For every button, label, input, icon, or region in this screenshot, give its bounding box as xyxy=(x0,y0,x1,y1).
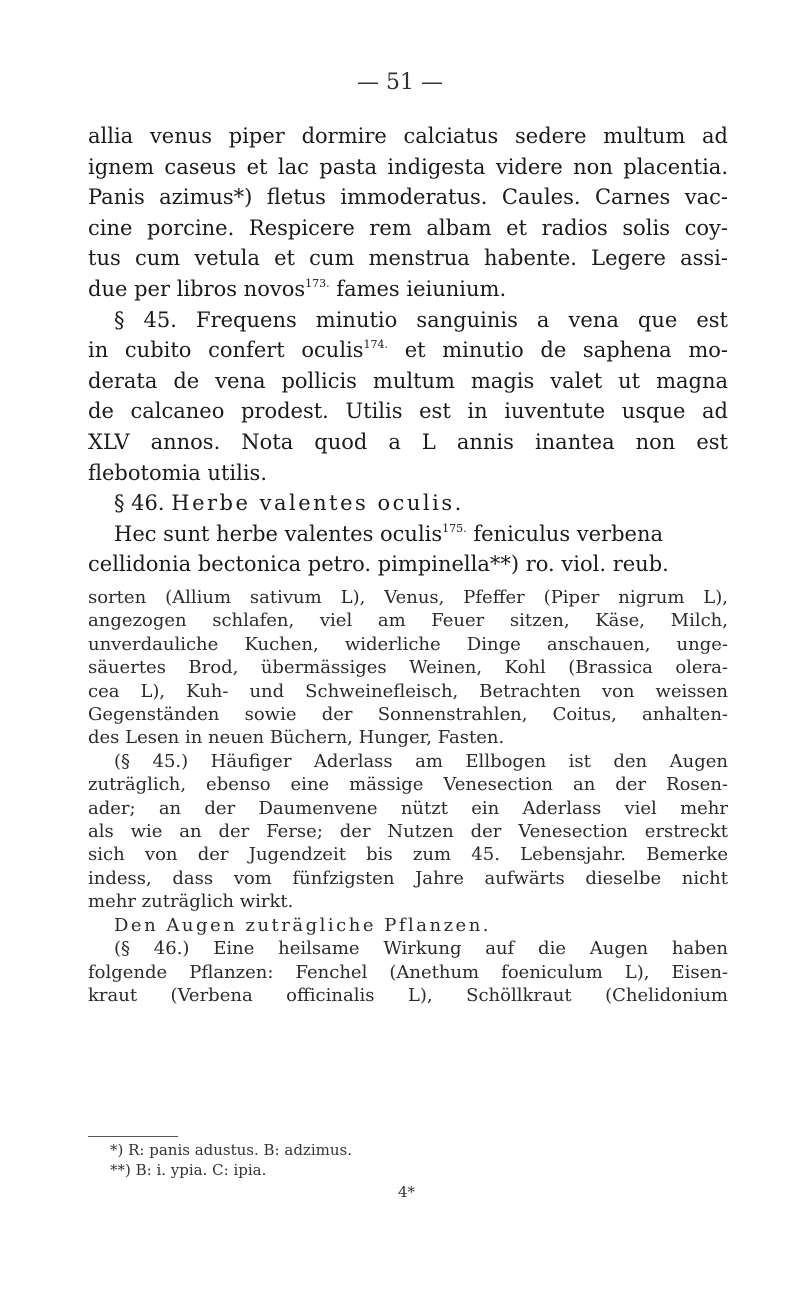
footnote: **) B: i. ypia. C: ipia. xyxy=(110,1161,267,1179)
section-heading: Herbe valentes oculis. xyxy=(171,491,464,516)
latin-line: XLV annos. Nota quod a L annis inantea non est xyxy=(88,429,728,454)
german-translation-block xyxy=(88,586,728,1007)
german-line: als wie an der Ferse; der Nutzen der Venesection erstreckt xyxy=(88,821,728,843)
german-line: sich von der Jugendzeit bis zum 45. Lebensjahr. Bemerke xyxy=(88,844,728,866)
latin-line: tus cum vetula et cum menstrua habente. Legere assi- xyxy=(88,246,728,271)
latin-text-block xyxy=(88,121,728,580)
german-section-heading: Den Augen zuträgliche Pflanzen. xyxy=(114,914,492,936)
latin-line: cine porcine. Respicere rem albam et radios solis coy- xyxy=(88,215,728,240)
latin-line: Panis azimus*) fletus immoderatus. Caules. Carnes vac- xyxy=(88,185,728,210)
section-45-start: § 45. Frequens minutio sanguinis a vena que est xyxy=(114,307,728,332)
footnote: *) R: panis adustus. B: adzimus. xyxy=(110,1141,352,1159)
latin-line: derata de vena pollicis multum magis valet ut magna xyxy=(88,368,728,393)
latin-text: feniculus verbena xyxy=(466,521,664,546)
latin-text: Hec sunt herbe valentes oculis xyxy=(114,521,443,546)
section-46-heading xyxy=(88,488,728,519)
latin-text: due per libros novos xyxy=(88,276,306,301)
footnote-ref: 174. xyxy=(363,338,389,352)
footnotes xyxy=(110,1140,352,1180)
page-number: — 51 — xyxy=(357,70,443,95)
latin-line: de calcaneo prodest. Utilis est in iuventute usque ad xyxy=(88,399,728,424)
footnote-ref: 175. xyxy=(442,521,467,535)
german-line: (§ 46.) Eine heilsame Wirkung auf die Augen haben xyxy=(114,938,728,960)
footnote-ref: 173. xyxy=(305,276,330,290)
latin-text: in cubito confert oculis xyxy=(88,338,364,363)
german-line: Gegenständen sowie der Sonnenstrahlen, Coitus, anhalten- xyxy=(88,704,728,726)
german-line: cea L), Kuh- und Schweinefleisch, Betrachten von weissen xyxy=(88,680,728,702)
latin-line: cellidonia bectonica petro. pimpinella**) ro. viol. reub. xyxy=(88,552,669,577)
latin-line xyxy=(88,519,728,550)
german-line: unverdauliche Kuchen, widerliche Dinge anschauen, unge- xyxy=(88,633,728,655)
german-line: angezogen schlafen, viel am Feuer sitzen, Käse, Milch, xyxy=(88,610,728,632)
german-line: säuertes Brod, übermässiges Weinen, Kohl (Brassica olera- xyxy=(88,657,728,679)
signature-mark: 4* xyxy=(398,1183,416,1201)
latin-line: allia venus piper dormire calciatus sedere multum ad xyxy=(88,124,728,148)
section-number: § 46. xyxy=(114,491,165,516)
german-line: (§ 45.) Häufiger Aderlass am Ellbogen ist den Augen xyxy=(114,750,728,772)
german-line: sorten (Allium sativum L), Venus, Pfeffer (Piper nigrum L), xyxy=(88,587,728,608)
latin-text: fames ieiunium. xyxy=(329,276,507,301)
german-line: ader; an der Daumenvene nützt ein Aderlass viel mehr xyxy=(88,797,728,819)
latin-line xyxy=(88,335,728,366)
german-line: folgende Pflanzen: Fenchel (Anethum foeniculum L), Eisen- xyxy=(88,961,728,983)
latin-line: flebotomia utilis. xyxy=(88,460,267,485)
latin-line: ignem caseus et lac pasta indigesta videre non placentia. xyxy=(88,154,728,179)
german-line: des Lesen in neuen Büchern, Hunger, Fasten. xyxy=(88,727,505,749)
latin-line xyxy=(88,274,728,305)
german-line: indess, dass vom fünfzigsten Jahre aufwärts dieselbe nicht xyxy=(88,867,728,889)
german-line: kraut (Verbena officinalis L), Schöllkraut (Chelidonium xyxy=(88,984,728,1006)
latin-text: et minutio de saphena mo- xyxy=(388,338,728,363)
footnote-divider xyxy=(88,1136,178,1137)
german-line: zuträglich, ebenso eine mässige Venesection an der Rosen- xyxy=(88,774,728,796)
german-line: mehr zuträglich wirkt. xyxy=(88,891,294,913)
